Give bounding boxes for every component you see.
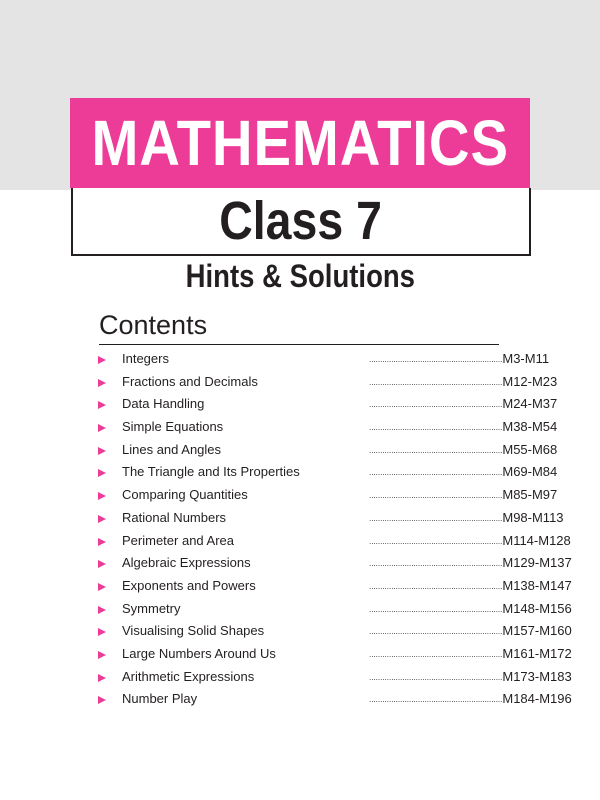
triangle-bullet-icon [98,424,106,432]
page-range [369,441,558,459]
page-range [369,464,558,481]
toc-row [0,599,600,622]
toc-row [0,372,600,395]
page-numbers: M98-M113 [502,509,564,525]
dot-leader: ............................................................ [369,491,503,501]
title-banner [70,98,530,188]
triangle-bullet-icon [98,583,106,591]
dot-leader: ............................................................ [369,672,503,682]
page-numbers: M38-M54 [502,419,558,435]
page-numbers: M184-M196 [502,691,572,707]
page-range [369,691,572,708]
page-numbers: M12-M23 [502,373,558,389]
page-numbers: M3-M11 [502,351,550,366]
page-range [369,645,572,663]
triangle-bullet-icon [98,379,106,387]
chapter-title: Number Play [122,691,198,707]
triangle-bullet-icon [98,356,106,364]
toc-row [0,689,600,712]
toc-row [0,349,600,372]
page-range [369,373,558,391]
triangle-bullet-icon [98,651,106,659]
dot-leader: ............................................................ [369,695,503,705]
dot-leader: ............................................................ [369,400,503,410]
chapter-title: Large Numbers Around Us [122,645,276,661]
page-numbers: M129-M137 [502,555,572,571]
page-numbers: M85-M97 [502,487,558,503]
table-of-contents [0,349,600,712]
page-title: MATHEMATICS [91,107,509,179]
dot-leader: ............................................................ [369,513,503,523]
dot-leader: ............................................................ [369,468,503,478]
page-range [369,600,572,618]
triangle-bullet-icon [98,674,106,682]
triangle-bullet-icon [98,515,106,523]
chapter-title: Integers [122,351,169,366]
triangle-bullet-icon [98,492,106,500]
dot-leader: ............................................................ [369,445,503,455]
triangle-bullet-icon [98,696,106,704]
dot-leader: ............................................................ [369,559,503,569]
chapter-title: Comparing Quantities [122,487,248,503]
dot-leader: ............................................................ [369,604,503,614]
subtitle [0,258,600,295]
chapter-title: Data Handling [122,396,205,412]
page-range [369,487,558,504]
chapter-title: Visualising Solid Shapes [122,623,265,639]
toc-row [0,667,600,690]
page-numbers: M114-M128 [502,532,571,548]
page-numbers: M24-M37 [502,396,558,412]
chapter-title: Exponents and Powers [122,577,256,593]
toc-row [0,417,600,440]
triangle-bullet-icon [98,628,106,636]
page-range [369,555,572,572]
page-range [369,668,572,686]
dot-leader: ............................................................ [369,536,503,546]
chapter-title: Rational Numbers [122,509,227,525]
toc-row [0,644,600,667]
triangle-bullet-icon [98,560,106,568]
page-numbers: M161-M172 [502,645,572,661]
chapter-title: Lines and Angles [122,441,222,457]
page-range [369,532,571,550]
toc-row [0,462,600,485]
toc-row [0,553,600,576]
dot-leader: ............................................................ [369,423,503,433]
contents-divider [99,344,499,345]
chapter-title: Algebraic Expressions [122,555,251,571]
dot-leader: ............................................................ [369,649,503,659]
chapter-title: Symmetry [122,600,181,616]
page-range [369,351,550,368]
dot-leader: ............................................................ [369,581,503,591]
chapter-title: Simple Equations [122,419,224,435]
triangle-bullet-icon [98,469,106,477]
page-range [369,623,572,640]
toc-row [0,576,600,599]
triangle-bullet-icon [98,447,106,455]
page-numbers: M55-M68 [502,441,558,457]
toc-row [0,531,600,554]
dot-leader: ............................................................ [369,355,503,364]
chapter-title: Arithmetic Expressions [122,668,255,684]
toc-row [0,621,600,644]
page-numbers: M69-M84 [502,464,558,480]
page-range [369,509,564,527]
toc-row [0,485,600,508]
subtitle-text: Hints & Solutions [185,258,415,294]
toc-row [0,508,600,531]
page-range [369,577,572,595]
triangle-bullet-icon [98,401,106,409]
toc-row [0,394,600,417]
dot-leader: ............................................................ [369,377,503,387]
contents-heading: Contents [99,310,208,340]
class-banner [71,188,531,256]
page-range [369,419,558,436]
page-numbers: M157-M160 [502,623,572,639]
page-numbers: M138-M147 [502,577,572,593]
page-numbers: M173-M183 [502,668,572,684]
chapter-title: The Triangle and Its Properties [122,464,300,480]
class-label: Class 7 [219,191,383,251]
triangle-bullet-icon [98,538,106,546]
chapter-title: Fractions and Decimals [122,373,258,389]
page-range [369,396,558,413]
triangle-bullet-icon [98,606,106,614]
toc-row [0,440,600,463]
chapter-title: Perimeter and Area [122,532,235,548]
page-numbers: M148-M156 [502,600,572,616]
dot-leader: ............................................................ [369,627,503,637]
